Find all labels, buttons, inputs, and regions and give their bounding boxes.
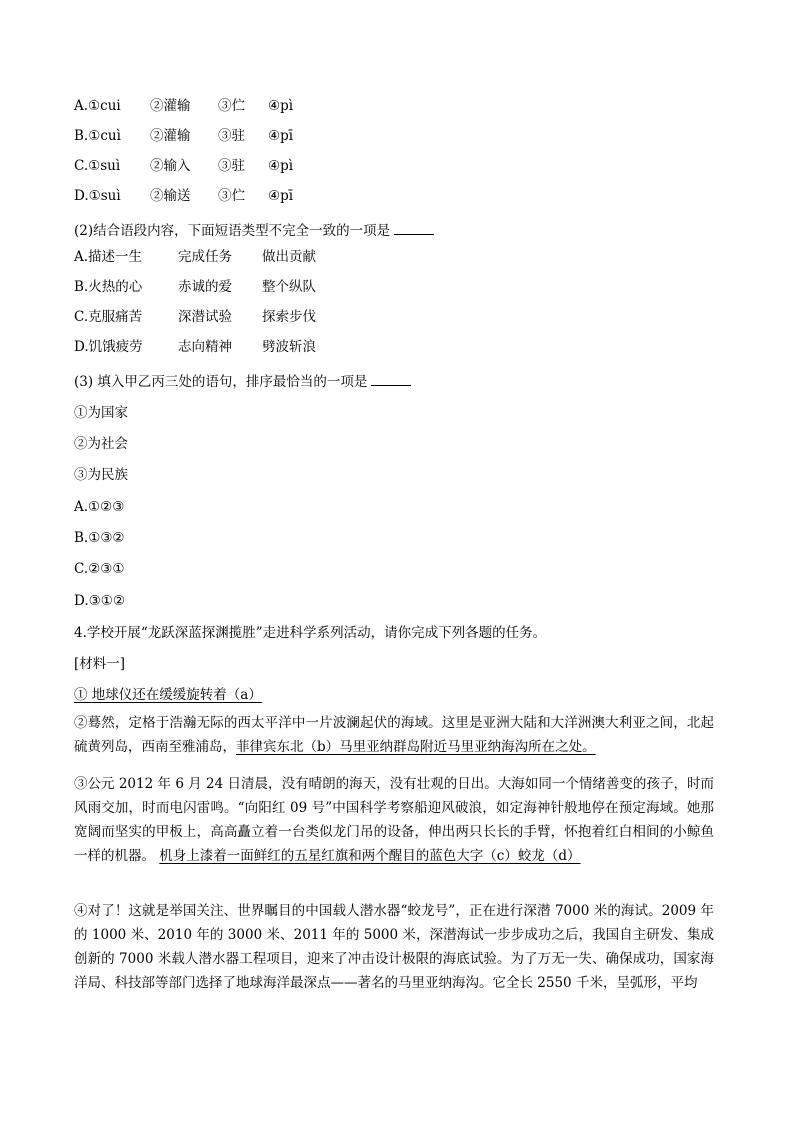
underlined-text: 机身上漆着一面鲜红的五星红旗和两个醒目的蓝色大字（c）蛟龙（d） (159, 848, 581, 864)
q1-option-b (74, 127, 293, 145)
q3-item: ①为国家 (74, 405, 128, 421)
question-text: (2)结合语段内容，下面短语类型不完全一致的一项是 (74, 223, 391, 239)
question-text: (3) 填入甲乙丙三处的语句，排序最恰当的一项是 (74, 374, 368, 390)
option-col2: ②灌输 (150, 98, 191, 114)
option-col2: 赤诚的爱 (178, 279, 232, 295)
material-paragraph-3 (74, 772, 714, 868)
material-title: [材料一] (74, 656, 126, 672)
option-col4: ④pī (268, 128, 294, 144)
q1-option-a (74, 97, 293, 115)
option-label: B.①cuì (74, 128, 121, 144)
option-col2: 深潜试验 (178, 309, 232, 325)
option-col4: ④pì (268, 158, 294, 174)
q3-option-d: D.③①② (74, 593, 125, 609)
option-col3: 劈波斩浪 (262, 339, 316, 355)
q2-option-a (74, 248, 316, 266)
option-col2: ②输送 (150, 188, 191, 204)
option-col3: ③驻 (218, 128, 245, 144)
material-paragraph-4 (74, 899, 714, 995)
option-col2: 完成任务 (178, 249, 232, 265)
option-label: C.克服痛苦 (74, 309, 143, 325)
q3-option-b: B.①③② (74, 530, 125, 546)
paragraph-text: ④对了！这就是举国关注、世界瞩目的中国载人潜水器“蛟龙号”，正在进行深潜 7000 米的海试。2009 年的 1000 米、2010 年的 3000 米、2011 年的 5000 米，深潜海试一步步成功之后，我国自主研发、集成创新的 7000 米载人潜水器工程项目，迎来了冲击设计极限的海底试验。为了万无一失、确保成功，国家海洋局、科技部等部门选择了地球海洋最深点——著名的马里亚纳海沟。它全长 2550 千米，呈弧形，平均 (74, 903, 714, 991)
q3-option-a: A.①②③ (74, 499, 125, 515)
q3-stem (74, 373, 411, 391)
option-label: D.饥饿疲劳 (74, 339, 143, 355)
answer-blank (371, 373, 411, 386)
option-col3: ③伫 (218, 98, 245, 114)
material-paragraph-1: ① 地球仪还在缓缓旋转着（a） (74, 687, 262, 703)
q3-option-c: C.②③① (74, 561, 125, 577)
option-col3: ③伫 (218, 188, 245, 204)
option-label: B.火热的心 (74, 279, 143, 295)
option-col3: 整个纵队 (262, 279, 316, 295)
option-col3: 探索步伐 (262, 309, 316, 325)
option-col4: ④pì (268, 98, 294, 114)
option-label: A.描述一生 (74, 249, 143, 265)
underlined-text: 菲律宾东北（b）马里亚纳群岛附近马里亚纳海沟所在之处。 (236, 739, 596, 755)
option-col2: ②输入 (150, 158, 191, 174)
option-col4: ④pī (268, 188, 294, 204)
option-col3: 做出贡献 (262, 249, 316, 265)
option-col2: 志向精神 (178, 339, 232, 355)
q2-stem (74, 222, 434, 240)
q2-option-b (74, 278, 316, 296)
q3-item: ②为社会 (74, 436, 128, 452)
option-label: C.①suì (74, 158, 121, 174)
option-label: D.①suì (74, 188, 121, 204)
material-paragraph-2 (74, 711, 714, 759)
q4-stem: 4.学校开展“龙跃深蓝探渊揽胜”走进科学系列活动，请你完成下列各题的任务。 (74, 625, 547, 641)
q3-item: ③为民族 (74, 467, 128, 483)
q1-option-d (74, 187, 293, 205)
option-label: A.①cui (74, 98, 121, 114)
q1-option-c (74, 157, 293, 175)
option-col2: ②灌输 (150, 128, 191, 144)
q2-option-d (74, 338, 316, 356)
answer-blank (394, 222, 434, 235)
q2-option-c (74, 308, 316, 326)
paragraph-text: ②蓦然，定格于浩瀚无际的西太平洋中一片波澜起伏的海域。这里是亚洲大陆和大洋洲澳大利亚之间，北起硫黄列岛，西南至雅浦岛， (74, 715, 714, 755)
option-col3: ③驻 (218, 158, 245, 174)
paragraph-text: ③公元 2012 年 6 月 24 日清晨，没有晴朗的海天，没有壮观的日出。大海如同一个情绪善变的孩子，时而风雨交加，时而电闪雷鸣。“向阳红 09 号”中国科学考察船迎风破浪，如定海神针般地停在预定海域。她那宽阔而坚实的甲板上，高高矗立着一台类似龙门吊的设备，伸出两只长长的手臂，怀抱着红白相间的小鲸鱼一样的机器。 (74, 776, 714, 864)
